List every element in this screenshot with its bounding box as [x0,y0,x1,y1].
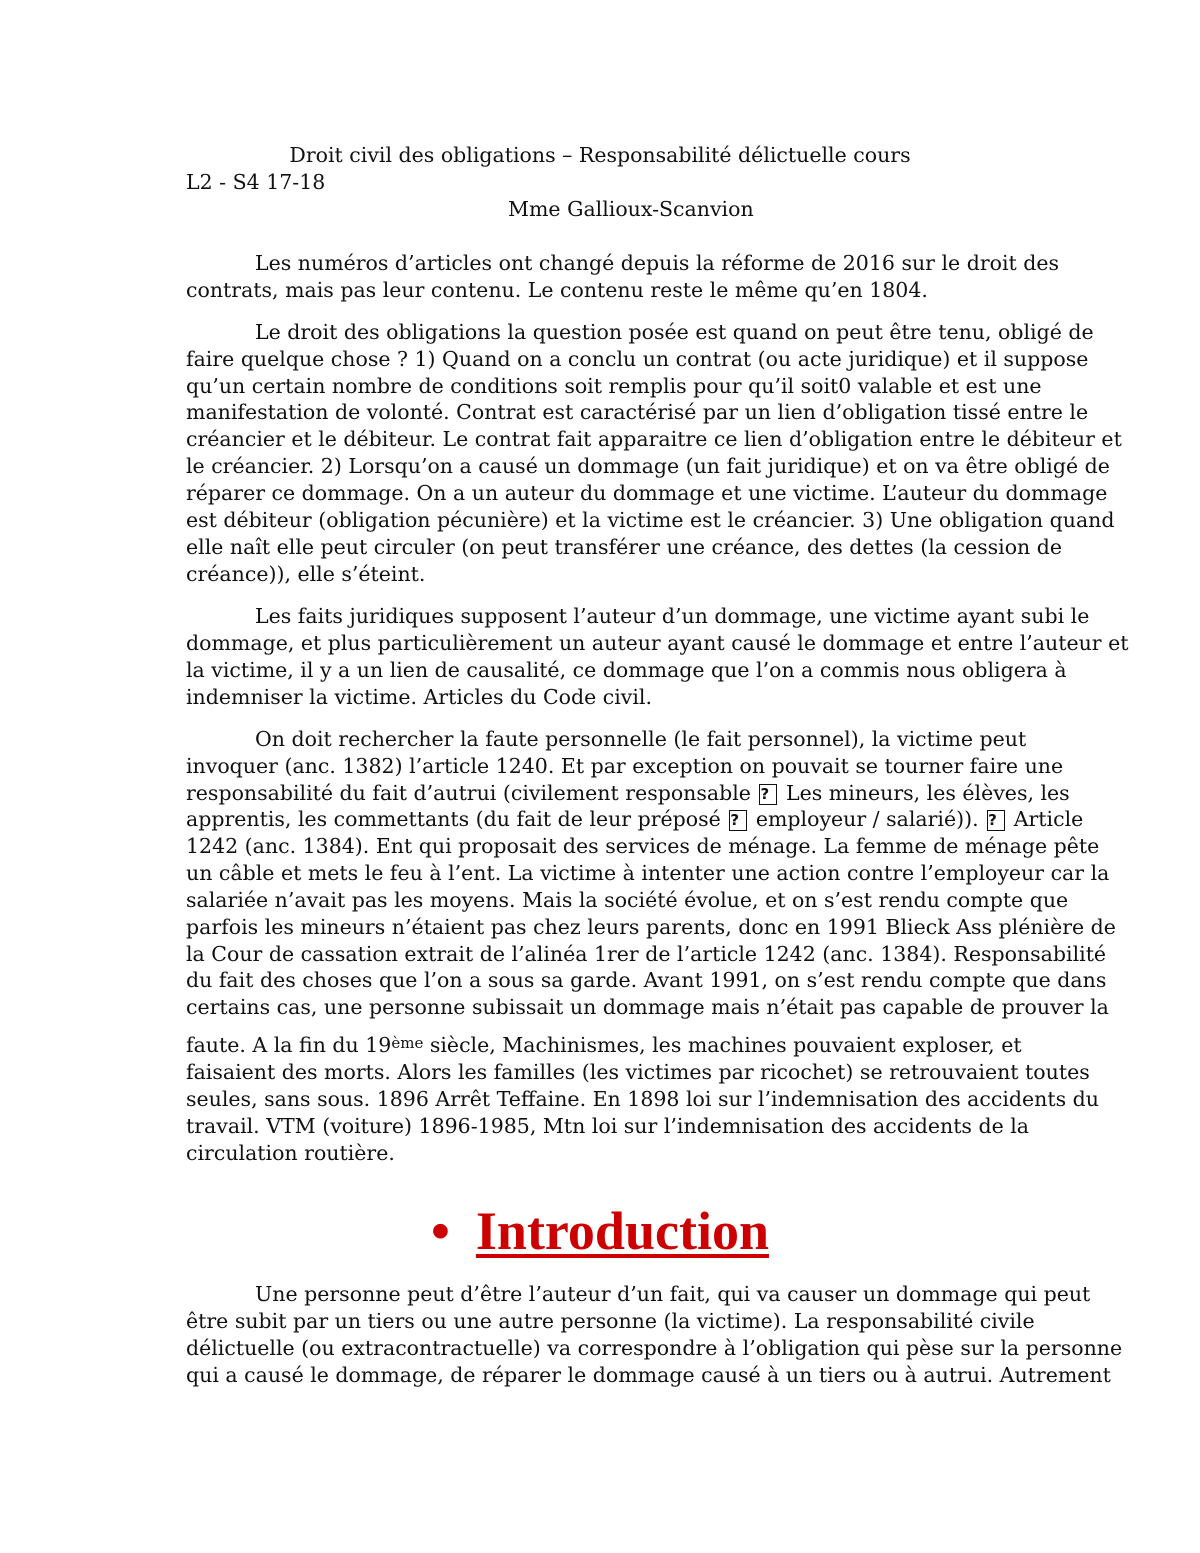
document-title: Droit civil des obligations – Responsabilité délictuelle cours [289,143,911,167]
paragraph-line: la Cour de cassation extrait de l’alinéa 1rer de l’article 1242 (anc. 1384). Responsabilité [186,942,1107,966]
paragraph-line: faisaient des morts. Alors les familles (les victimes par ricochet) se retrouvaient toutes [186,1060,1090,1084]
paragraph-line: certains cas, une personne subissait un dommage mais n’était pas capable de prouver la [186,995,1109,1019]
section-heading [0,1200,1200,1262]
paragraph-line: être subit par un tiers ou une autre personne (la victime). La responsabilité civile [186,1309,1035,1333]
paragraph-line: circulation routière. [186,1141,395,1165]
paragraph-line: parfois les mineurs n’étaient pas chez leurs parents, donc en 1991 Blieck Ass plénière de [186,915,1116,939]
paragraph-line: manifestation de volonté. Contrat est caractérisé par un lien d’obligation tissé entre le [186,400,1089,424]
paragraph-line [186,807,1084,831]
paragraph-line: qui a causé le dommage, de réparer le dommage causé à un tiers ou à autrui. Autrement [186,1363,1111,1387]
paragraph-line: seules, sans sous. 1896 Arrêt Teffaine. En 1898 loi sur l’indemnisation des accidents du [186,1087,1099,1111]
paragraph-line: est débiteur (obligation pécunière) et la victime est le créancier. 3) Une obligation quand [186,508,1115,532]
text-segment: siècle, Machinismes, les machines pouvaient exploser, et [423,1033,1022,1057]
missing-glyph-icon: ? [759,784,777,805]
text-segment: faute. A la fin du 19 [186,1033,392,1057]
text-segment: apprentis, les commettants (du fait de leur préposé [186,807,721,831]
author-name: Mme Gallioux-Scanvion [508,197,754,221]
paragraph-line: du fait des choses que l’on a sous sa garde. Avant 1991, on s’est rendu compte que dans [186,968,1107,992]
paragraph-line: créance)), elle s’éteint. [186,562,426,586]
paragraph-line: la victime, il y a un lien de causalité, ce dommage que l’on a commis nous obligera à [186,658,1067,682]
bullet-icon: • [431,1201,450,1261]
missing-glyph-icon: ? [987,810,1005,831]
paragraph-line: dommage, et plus particulièrement un auteur ayant causé le dommage et entre l’auteur et [186,631,1129,655]
text-segment: employeur / salarié)). [755,807,979,831]
paragraph-line: un câble et mets le feu à l’ent. La victime à intenter une action contre l’employeur car la [186,861,1110,885]
paragraph-line: indemniser la victime. Articles du Code civil. [186,685,652,709]
paragraph-line: Une personne peut d’être l’auteur d’un fait, qui va causer un dommage qui peut [255,1282,1091,1306]
paragraph-line: contrats, mais pas leur contenu. Le contenu reste le même qu’en 1804. [186,278,928,302]
paragraph-line: créancier et le débiteur. Le contrat fait apparaitre ce lien d’obligation entre le débiteur et [186,427,1122,451]
paragraph-line: le créancier. 2) Lorsqu’on a causé un dommage (un fait juridique) et on va être obligé de [186,454,1110,478]
missing-glyph-icon: ? [729,810,747,831]
paragraph-line: délictuelle (ou extracontractuelle) va correspondre à l’obligation qui pèse sur la personne [186,1336,1123,1360]
paragraph-line: travail. VTM (voiture) 1896-1985, Mtn loi sur l’indemnisation des accidents de la [186,1114,1030,1138]
paragraph-line: réparer ce dommage. On a un auteur du dommage et une victime. L’auteur du dommage [186,481,1108,505]
text-segment: Les mineurs, les élèves, les [786,781,1070,805]
paragraph-line [186,1033,1022,1057]
paragraph-line: qu’un certain nombre de conditions soit remplis pour qu’il soit0 valable et est une [186,374,1042,398]
paragraph-line [186,781,1070,805]
paragraph-line: salariée n’avait pas les moyens. Mais la société évolue, et on s’est rendu compte que [186,888,1069,912]
course-label: L2 - S4 17-18 [186,170,326,194]
superscript: ème [391,1034,424,1052]
paragraph-line: Les numéros d’articles ont changé depuis la réforme de 2016 sur le droit des [255,251,1060,275]
section-heading-text: Introduction [475,1201,769,1261]
paragraph-line: faire quelque chose ? 1) Quand on a conclu un contrat (ou acte juridique) et il suppose [186,347,1089,371]
paragraph-line: 1242 (anc. 1384). Ent qui proposait des services de ménage. La femme de ménage pête [186,834,1100,858]
paragraph-line: On doit rechercher la faute personnelle (le fait personnel), la victime peut [255,727,1027,751]
paragraph-line: invoquer (anc. 1382) l’article 1240. Et par exception on pouvait se tourner faire une [186,754,1064,778]
text-segment: responsabilité du fait d’autrui (civilement responsable [186,781,751,805]
paragraph-line: Le droit des obligations la question posée est quand on peut être tenu, obligé de [255,320,1094,344]
paragraph-line: Les faits juridiques supposent l’auteur d’un dommage, une victime ayant subi le [255,604,1090,628]
text-segment: Article [1013,807,1084,831]
paragraph-line: elle naît elle peut circuler (on peut transférer une créance, des dettes (la cession de [186,535,1063,559]
